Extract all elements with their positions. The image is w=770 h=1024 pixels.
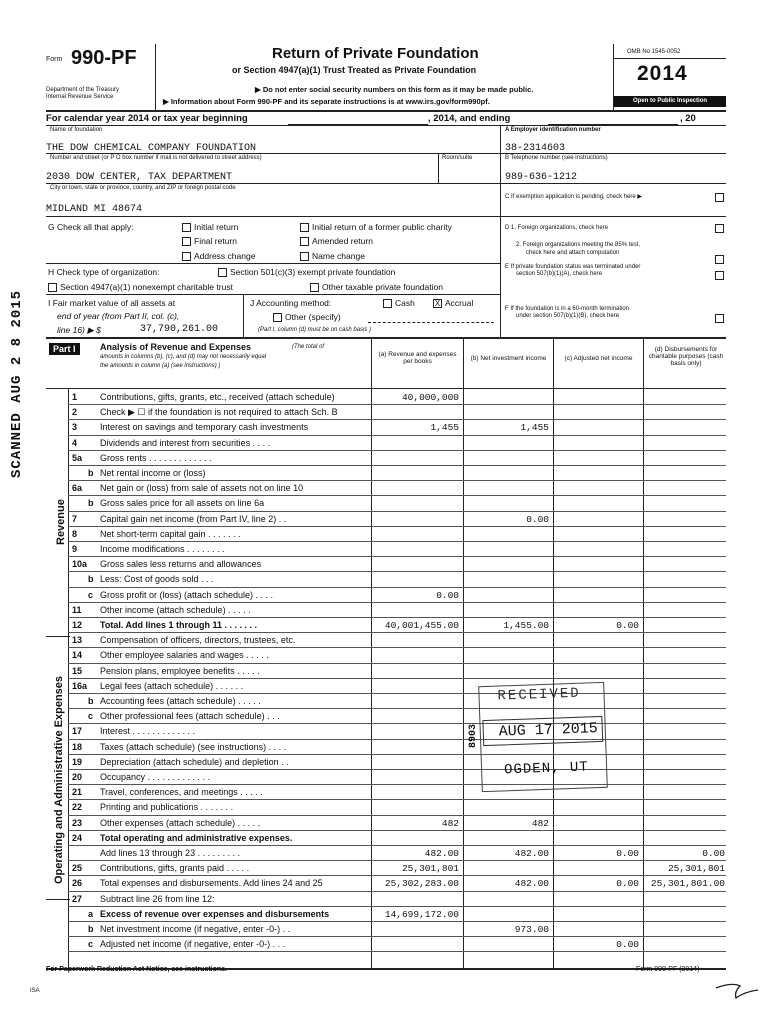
row-number: 14 bbox=[72, 650, 83, 661]
row-number: 22 bbox=[72, 802, 83, 813]
row-value-a: 482.00 bbox=[424, 848, 459, 859]
foundation-name: THE DOW CHEMICAL COMPANY FOUNDATION bbox=[46, 143, 257, 154]
row-label: Contributions, gifts, grants paid . . . . . bbox=[100, 863, 250, 874]
row-number: 2 bbox=[72, 407, 78, 418]
row-label: Interest . . . . . . . . . . . . . bbox=[100, 726, 196, 737]
form-number: 990-PF bbox=[71, 47, 137, 69]
dept-line2: Internal Revenue Service bbox=[46, 94, 114, 100]
check-all-label: G Check all that apply: bbox=[48, 222, 134, 232]
dept-line1: Department of the Treasury bbox=[46, 87, 120, 93]
f-label-1: F If the foundation is in a 60-month termination bbox=[505, 306, 630, 312]
street-address: 2030 DOW CENTER, TAX DEPARTMENT bbox=[46, 172, 233, 183]
row-number: 6a bbox=[72, 483, 83, 494]
received-city: OGDEN, UT bbox=[503, 759, 589, 779]
cash-label: Cash bbox=[395, 298, 415, 308]
row-value-a: 25,302,283.00 bbox=[384, 878, 459, 890]
row-number: 20 bbox=[72, 772, 83, 782]
stamp-code: 8903 bbox=[468, 723, 479, 748]
open-inspection-badge: Open to Public Inspection bbox=[614, 96, 726, 107]
row-label: Depreciation (attach schedule) and depletion . . bbox=[100, 756, 289, 767]
d1-label: D 1. Foreign organizations, check here bbox=[505, 225, 609, 231]
ein-value: 38-2314603 bbox=[505, 143, 566, 154]
calendar-year-label: For calendar year 2014 or tax year beginning bbox=[46, 113, 248, 124]
row-value-b: 973.00 bbox=[514, 924, 549, 935]
notice-ssn: ▶ Do not enter social security numbers on this form as it may be made public. bbox=[255, 85, 534, 94]
ein-label: A Employer identification number bbox=[505, 127, 601, 133]
d2-checkbox[interactable] bbox=[715, 255, 724, 264]
row-label: Adjusted net income (if negative, enter -0-) . . . bbox=[100, 939, 286, 950]
row-label: Gross profit or (loss) (attach schedule) . . . . bbox=[100, 589, 274, 600]
initials-mark bbox=[714, 980, 762, 1002]
row-number: 4 bbox=[72, 437, 78, 448]
row-number: 21 bbox=[72, 787, 83, 798]
row-number: 8 bbox=[72, 528, 78, 539]
row-label: Other income (attach schedule) . . . . . bbox=[100, 604, 251, 615]
row-label: Add lines 13 through 23 . . . . . . . . . bbox=[100, 848, 241, 858]
row-label: Occupancy . . . . . . . . . . . . . bbox=[100, 772, 211, 782]
f-label-2: under section 507(b)(1)(B), check here bbox=[516, 313, 620, 319]
row-value-d: 25,301,801.00 bbox=[650, 878, 725, 890]
4947-label: Section 4947(a)(1) nonexempt charitable trust bbox=[60, 282, 233, 292]
fmv-value: 37,790,261.00 bbox=[140, 324, 219, 335]
room-label: Room/suite bbox=[442, 155, 473, 161]
fmv-label-2: end of year (from Part II, col. (c), bbox=[57, 311, 180, 321]
row-value-b: 0.00 bbox=[526, 513, 549, 525]
row-subletter: b bbox=[88, 574, 94, 585]
row-label: Excess of revenue over expenses and disbursements bbox=[100, 908, 330, 919]
isa-mark: ISA bbox=[30, 988, 40, 994]
row-label: Check ▶ ☐ if the foundation is not required to attach Sch. B bbox=[100, 407, 338, 418]
form-word: Form bbox=[46, 56, 63, 63]
part-1-title: Analysis of Revenue and Expenses bbox=[100, 342, 252, 352]
row-label: Net short-term capital gain . . . . . . . bbox=[100, 528, 241, 539]
row-value-a: 0.00 bbox=[436, 589, 459, 601]
row-label: Pension plans, employee benefits . . . . . bbox=[100, 665, 260, 676]
501c3-checkbox[interactable] bbox=[218, 268, 227, 277]
amended-return-checkbox[interactable] bbox=[300, 237, 309, 246]
row-label: Total expenses and disbursements. Add lines 24 and 25 bbox=[100, 878, 323, 889]
row-label: Gross sales price for all assets on line 6a bbox=[100, 498, 265, 509]
row-value-b: 482 bbox=[531, 817, 549, 829]
row-number: 10a bbox=[72, 559, 88, 570]
fmv-label-1: I Fair market value of all assets at bbox=[48, 298, 176, 308]
calendar-end: , 20 bbox=[680, 113, 696, 124]
row-number: 3 bbox=[72, 422, 78, 433]
expenses-side-label: Operating and Administrative Expenses bbox=[53, 675, 65, 884]
row-label: Other professional fees (attach schedule) . . . bbox=[100, 711, 280, 722]
phone-value: 989-636-1212 bbox=[505, 172, 578, 183]
calendar-ending-label: , 2014, and ending bbox=[428, 113, 511, 124]
name-change-checkbox[interactable] bbox=[300, 252, 309, 261]
address-change-label: Address change bbox=[194, 251, 256, 261]
street-label: Number and street (or P O box number if mail is not delivered to street address) bbox=[50, 155, 262, 161]
col-a-header: (a) Revenue and expenses per books bbox=[378, 351, 457, 365]
row-label: Net investment income (if negative, enter -0-) . . bbox=[100, 924, 291, 934]
row-label: Net rental income or (loss) bbox=[100, 468, 206, 478]
form-subtitle: or Section 4947(a)(1) Trust Treated as Private Foundation bbox=[232, 65, 477, 75]
row-label: Accounting fees (attach schedule) . . . . . bbox=[100, 696, 261, 706]
d2-label-1: 2. Foreign organizations meeting the 85% test, bbox=[516, 242, 641, 248]
row-number: 17 bbox=[72, 726, 83, 737]
row-subletter: c bbox=[88, 711, 94, 722]
row-label: Net gain or (loss) from sale of assets not on line 10 bbox=[100, 483, 304, 494]
row-number: 13 bbox=[72, 635, 83, 646]
row-label: Income modifications . . . . . . . . bbox=[100, 544, 225, 554]
col-b-header: (b) Net investment income bbox=[470, 355, 547, 362]
row-value-b: 1,455 bbox=[520, 422, 549, 434]
received-text: RECEIVED bbox=[497, 685, 582, 705]
paperwork-notice: For Paperwork Reduction Act Notice, see instructions. bbox=[46, 966, 227, 973]
tax-year: 2014 bbox=[637, 62, 688, 85]
row-label: Subtract line 26 from line 12: bbox=[100, 893, 215, 904]
row-value-a: 40,001,455.00 bbox=[384, 620, 459, 631]
row-number: 24 bbox=[72, 832, 83, 843]
row-label: Legal fees (attach schedule) . . . . . . bbox=[100, 680, 244, 691]
part-1-desc-1: (The total of bbox=[292, 344, 325, 350]
d2-label-2: check here and attach computation bbox=[526, 250, 620, 256]
city-label: City or town, state or province, country, and ZIP or foreign postal code bbox=[50, 185, 236, 191]
d1-checkbox[interactable] bbox=[715, 224, 724, 233]
row-subletter: b bbox=[88, 498, 94, 509]
row-label: Dividends and interest from securities . . . . bbox=[100, 437, 271, 448]
row-subletter: c bbox=[88, 939, 94, 950]
f-checkbox[interactable] bbox=[715, 314, 724, 323]
final-return-label: Final return bbox=[194, 236, 237, 246]
form-title: Return of Private Foundation bbox=[272, 45, 479, 62]
row-number: 9 bbox=[72, 544, 78, 554]
row-number: 27 bbox=[72, 893, 83, 904]
row-subletter: a bbox=[88, 908, 94, 919]
row-number: 12 bbox=[72, 620, 83, 630]
row-subletter: c bbox=[88, 589, 94, 600]
row-value-b: 1,455.00 bbox=[503, 620, 549, 631]
initial-return-former-checkbox[interactable] bbox=[300, 223, 309, 232]
e-checkbox[interactable] bbox=[715, 271, 724, 280]
form-footer: Form 990-PF (2014) bbox=[636, 966, 700, 973]
row-value-c: 0.00 bbox=[616, 878, 639, 890]
part-1-desc-3: the amounts in column (a) (see instructions) ) bbox=[100, 363, 221, 369]
row-label: Printing and publications . . . . . . . bbox=[100, 802, 234, 813]
row-label: Gross sales less returns and allowances bbox=[100, 559, 262, 570]
col-d-header: (d) Disbursements for charitable purposes (cash basis only) bbox=[648, 346, 724, 367]
name-change-label: Name change bbox=[312, 251, 365, 261]
row-label: Travel, conferences, and meetings . . . . . bbox=[100, 787, 263, 798]
row-label: Taxes (attach schedule) (see instructions) . . . . bbox=[100, 741, 287, 752]
address-change-checkbox[interactable] bbox=[182, 252, 191, 261]
row-number: 15 bbox=[72, 665, 83, 676]
row-value-d: 0.00 bbox=[702, 848, 725, 859]
row-number: 5a bbox=[72, 452, 83, 463]
row-label: Less: Cost of goods sold . . . bbox=[100, 574, 214, 585]
row-number: 7 bbox=[72, 513, 78, 524]
row-value-c: 0.00 bbox=[616, 620, 639, 631]
row-value-a: 40,000,000 bbox=[401, 392, 459, 403]
other-taxable-checkbox[interactable] bbox=[310, 283, 319, 292]
other-method-label: Other (specify) bbox=[285, 312, 341, 322]
row-value-d: 25,301,801 bbox=[667, 863, 725, 875]
row-number: 18 bbox=[72, 741, 83, 752]
final-return-checkbox[interactable] bbox=[182, 237, 191, 246]
part-1-desc-2: amounts in columns (b), (c), and (d) may not necessarily equal bbox=[100, 354, 267, 360]
col-c-header: (c) Adjusted net income bbox=[564, 355, 633, 362]
501c3-label: Section 501(c)(3) exempt private foundation bbox=[230, 267, 396, 277]
4947-checkbox[interactable] bbox=[48, 283, 57, 292]
accounting-method-label: J Accounting method: bbox=[250, 298, 332, 308]
row-value-b: 482.00 bbox=[514, 878, 549, 890]
cash-checkbox[interactable] bbox=[383, 299, 392, 308]
e-label-1: E If private foundation status was terminated under bbox=[505, 264, 641, 270]
row-subletter: b bbox=[88, 924, 94, 934]
other-taxable-label: Other taxable private foundation bbox=[322, 282, 443, 292]
row-number: 11 bbox=[72, 604, 82, 615]
row-label: Interest on savings and temporary cash investments bbox=[100, 422, 309, 433]
name-label: Name of foundation bbox=[50, 127, 103, 133]
fmv-label-3: line 16) ▶ $ bbox=[57, 325, 101, 335]
row-value-a: 1,455 bbox=[430, 422, 459, 434]
row-value-c: 0.00 bbox=[616, 939, 639, 951]
row-number: 1 bbox=[72, 392, 78, 402]
amended-return-label: Amended return bbox=[312, 236, 373, 246]
received-date: AUG 17 2015 bbox=[498, 720, 599, 741]
row-label: Compensation of officers, directors, trustees, etc. bbox=[100, 635, 296, 646]
received-stamp bbox=[478, 682, 608, 792]
phone-label: B Telephone number (see instructions) bbox=[505, 155, 608, 161]
accrual-label: Accrual bbox=[445, 298, 474, 308]
initial-return-checkbox[interactable] bbox=[182, 223, 191, 232]
exemption-pending-label: C If exemption application is pending, check here ▶ bbox=[505, 194, 643, 200]
row-subletter: b bbox=[88, 696, 94, 706]
other-method-checkbox[interactable] bbox=[273, 313, 282, 322]
row-label: Gross rents . . . . . . . . . . . . . bbox=[100, 452, 212, 463]
row-number: 25 bbox=[72, 863, 83, 874]
row-value-a: 25,301,801 bbox=[401, 863, 459, 875]
notice-info: ▶ Information about Form 990-PF and its separate instructions is at www.irs.gov/form990pf. bbox=[163, 97, 490, 106]
cash-basis-note: (Part I, column (d) must be on cash basis ) bbox=[258, 327, 372, 333]
row-number: 26 bbox=[72, 878, 83, 889]
part-1-tag: Part I bbox=[49, 343, 80, 355]
omb-number: OMB No 1545-0052 bbox=[627, 49, 681, 55]
row-value-b: 482.00 bbox=[514, 848, 549, 859]
row-label: Total operating and administrative expenses. bbox=[100, 832, 293, 843]
row-label: Other expenses (attach schedule) . . . . . bbox=[100, 817, 261, 828]
scanned-stamp: SCANNED AUG 2 8 2015 bbox=[9, 289, 25, 478]
row-label: Total. Add lines 1 through 11 . . . . . . . bbox=[100, 620, 258, 630]
city-state-zip: MIDLAND MI 48674 bbox=[46, 204, 143, 215]
row-number: 16a bbox=[72, 680, 88, 691]
row-label: Contributions, gifts, grants, etc., received (attach schedule) bbox=[100, 392, 335, 402]
row-label: Other employee salaries and wages . . . . . bbox=[100, 650, 269, 661]
exemption-pending-checkbox[interactable] bbox=[715, 193, 724, 202]
revenue-side-label: Revenue bbox=[55, 499, 67, 545]
row-value-c: 0.00 bbox=[616, 848, 639, 859]
row-subletter: b bbox=[88, 468, 94, 478]
row-label: Capital gain net income (from Part IV, line 2) . . bbox=[100, 513, 287, 524]
row-number: 19 bbox=[72, 756, 83, 767]
e-label-2: section 507(b)(1)(A), check here bbox=[516, 271, 603, 277]
row-value-a: 14,699,172.00 bbox=[384, 908, 459, 920]
initial-return-former-label: Initial return of a former public charity bbox=[312, 222, 452, 232]
row-value-a: 482 bbox=[441, 817, 459, 829]
org-type-label: H Check type of organization: bbox=[48, 267, 160, 277]
accrual-checkbox[interactable]: X bbox=[434, 299, 441, 309]
initial-return-label: Initial return bbox=[194, 222, 239, 232]
row-number: 23 bbox=[72, 817, 83, 828]
